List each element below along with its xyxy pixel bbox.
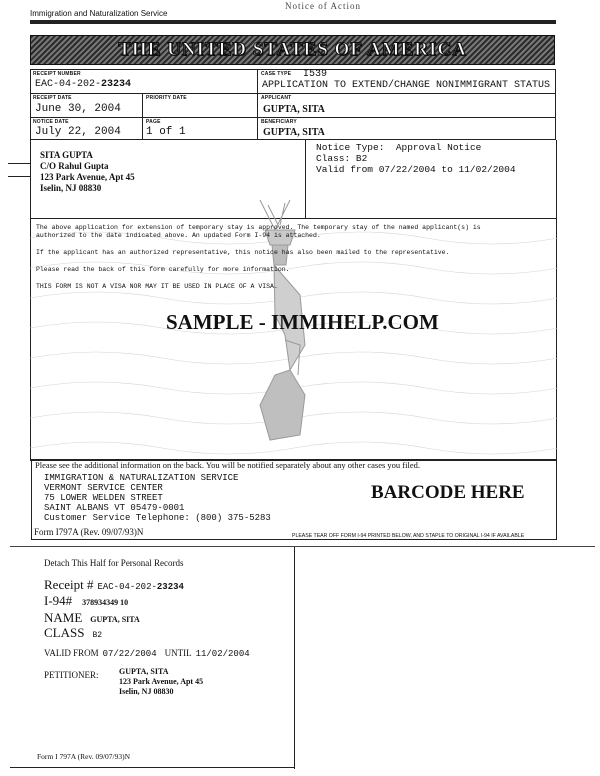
stub-petitioner-address — [119, 667, 203, 697]
stub-bottom-rule — [10, 767, 295, 768]
notice-class: Class: B2 — [316, 153, 368, 164]
applicant-label: APPLICANT — [261, 95, 292, 101]
stub-i94-label: I-94# — [44, 593, 73, 608]
body-line-5: THIS FORM IS NOT A VISA NOR MAY IT BE USED IN PLACE OF A VISA. — [36, 283, 278, 290]
agency-name: Immigration and Naturalization Service — [30, 9, 168, 18]
notice-block — [316, 142, 516, 175]
stub-class-value: B2 — [92, 631, 103, 640]
stub-petitioner-label: PETITIONER: — [44, 670, 99, 680]
body-line-4: Please read the back of this form carefully for more information. — [36, 266, 290, 273]
notice-date-label: NOTICE DATE — [33, 119, 69, 125]
office-line-2: VERMONT SERVICE CENTER — [44, 483, 163, 493]
case-type-label: CASE TYPE — [261, 71, 292, 77]
page-value: 1 of 1 — [146, 126, 186, 138]
mailing-address — [40, 150, 135, 194]
receipt-number-label: RECEIPT NUMBER — [33, 71, 81, 77]
stub-valid-from: 07/22/2004 — [102, 649, 157, 659]
page-label: PAGE — [146, 119, 161, 125]
stub-receipt-label: Receipt # — [44, 577, 94, 592]
receipt-date-label: RECEIPT DATE — [33, 95, 72, 101]
body-line-3: If the applicant has an authorized representative, this notice has also been mailed to the representative. — [36, 249, 450, 256]
barcode-placeholder: BARCODE HERE — [371, 482, 525, 503]
customer-service-phone: Customer Service Telephone: (800) 375-5283 — [44, 513, 271, 523]
body-line-2: authorized to the date indicated above. An updated Form I-94 is attached. — [36, 232, 321, 239]
stub-validity — [44, 643, 250, 661]
notice-date-value: July 22, 2004 — [35, 126, 121, 138]
office-line-1: IMMIGRATION & NATURALIZATION SERVICE — [44, 473, 239, 483]
stub-name-label: NAME — [44, 610, 83, 625]
notice-valid: Valid from 07/22/2004 to 11/02/2004 — [316, 164, 516, 175]
footer-form-id: Form I797A (Rev. 09/07/93)N — [34, 527, 144, 537]
stub-class — [44, 624, 102, 642]
stub-receipt-value: EAC-04-202-23234 — [97, 582, 184, 592]
stub-name-value: GUPTA, SITA — [90, 615, 140, 624]
receipt-number-value: EAC-04-202-23234 — [35, 79, 132, 90]
stub-i94 — [44, 592, 128, 610]
notice-of-action-heading: Notice of Action — [285, 1, 361, 9]
beneficiary-value: GUPTA, SITA — [263, 127, 325, 138]
stub-until: 11/02/2004 — [195, 649, 250, 659]
title-banner — [30, 35, 555, 65]
priority-date-label: PRIORITY DATE — [146, 95, 187, 101]
stub-petitioner-street: 123 Park Avenue, Apt 45 — [119, 677, 204, 686]
address-name: SITA GUPTA — [40, 150, 93, 160]
tear-off-instructions: PLEASE TEAR OFF FORM I-94 PRINTED BELOW, AND STAPLE TO ORIGINAL I-94 IF AVAILABLE — [292, 533, 525, 539]
service-center-address — [44, 473, 271, 523]
footer-info: Please see the additional information on the back. You will be notified separately about any other cases you filed. — [35, 460, 420, 470]
address-care-of: C/O Rahul Gupta — [40, 161, 109, 171]
case-type-code: I539 — [303, 69, 328, 80]
address-city: Iselin, NJ 08830 — [40, 183, 102, 193]
stub-form-id: Form I 797A (Rev. 09/07/93)N — [37, 752, 131, 761]
address-street: 123 Park Avenue, Apt 45 — [40, 172, 135, 182]
stub-valid-from-label: VALID FROM — [44, 648, 99, 658]
applicant-value: GUPTA, SITA — [263, 104, 325, 115]
top-rule — [30, 20, 556, 24]
address-rule — [8, 163, 30, 164]
banner-title: THE UNITED STATES OF AMERICA — [118, 39, 467, 60]
tear-line — [10, 546, 595, 547]
office-line-3: 75 LOWER WELDEN STREET — [44, 493, 163, 503]
notice-type-label: Notice Type: — [316, 142, 385, 153]
beneficiary-label: BENEFICIARY — [261, 119, 297, 125]
stub-until-label: UNTIL — [164, 648, 192, 658]
stub-divider — [294, 547, 295, 769]
body-line-1: The above application for extension of temporary stay is approved. The temporary stay of the named applicant(s) is — [36, 224, 481, 231]
detach-instruction: Detach This Half for Personal Records — [44, 558, 184, 568]
office-line-4: SAINT ALBANS VT 05479-0001 — [44, 503, 185, 513]
case-type-description: APPLICATION TO EXTEND/CHANGE NONIMMIGRANT STATUS — [262, 80, 551, 91]
receipt-date-value: June 30, 2004 — [35, 103, 121, 115]
stub-i94-value: 378934349 10 — [82, 598, 129, 607]
stub-petitioner-city: Iselin, NJ 08830 — [119, 687, 174, 696]
stub-class-label: CLASS — [44, 625, 85, 640]
notice-type-value: Approval Notice — [395, 142, 482, 153]
approval-body — [36, 224, 551, 291]
sample-watermark: SAMPLE - IMMIHELP.COM — [166, 310, 439, 334]
stub-petitioner-name: GUPTA, SITA — [119, 667, 169, 676]
